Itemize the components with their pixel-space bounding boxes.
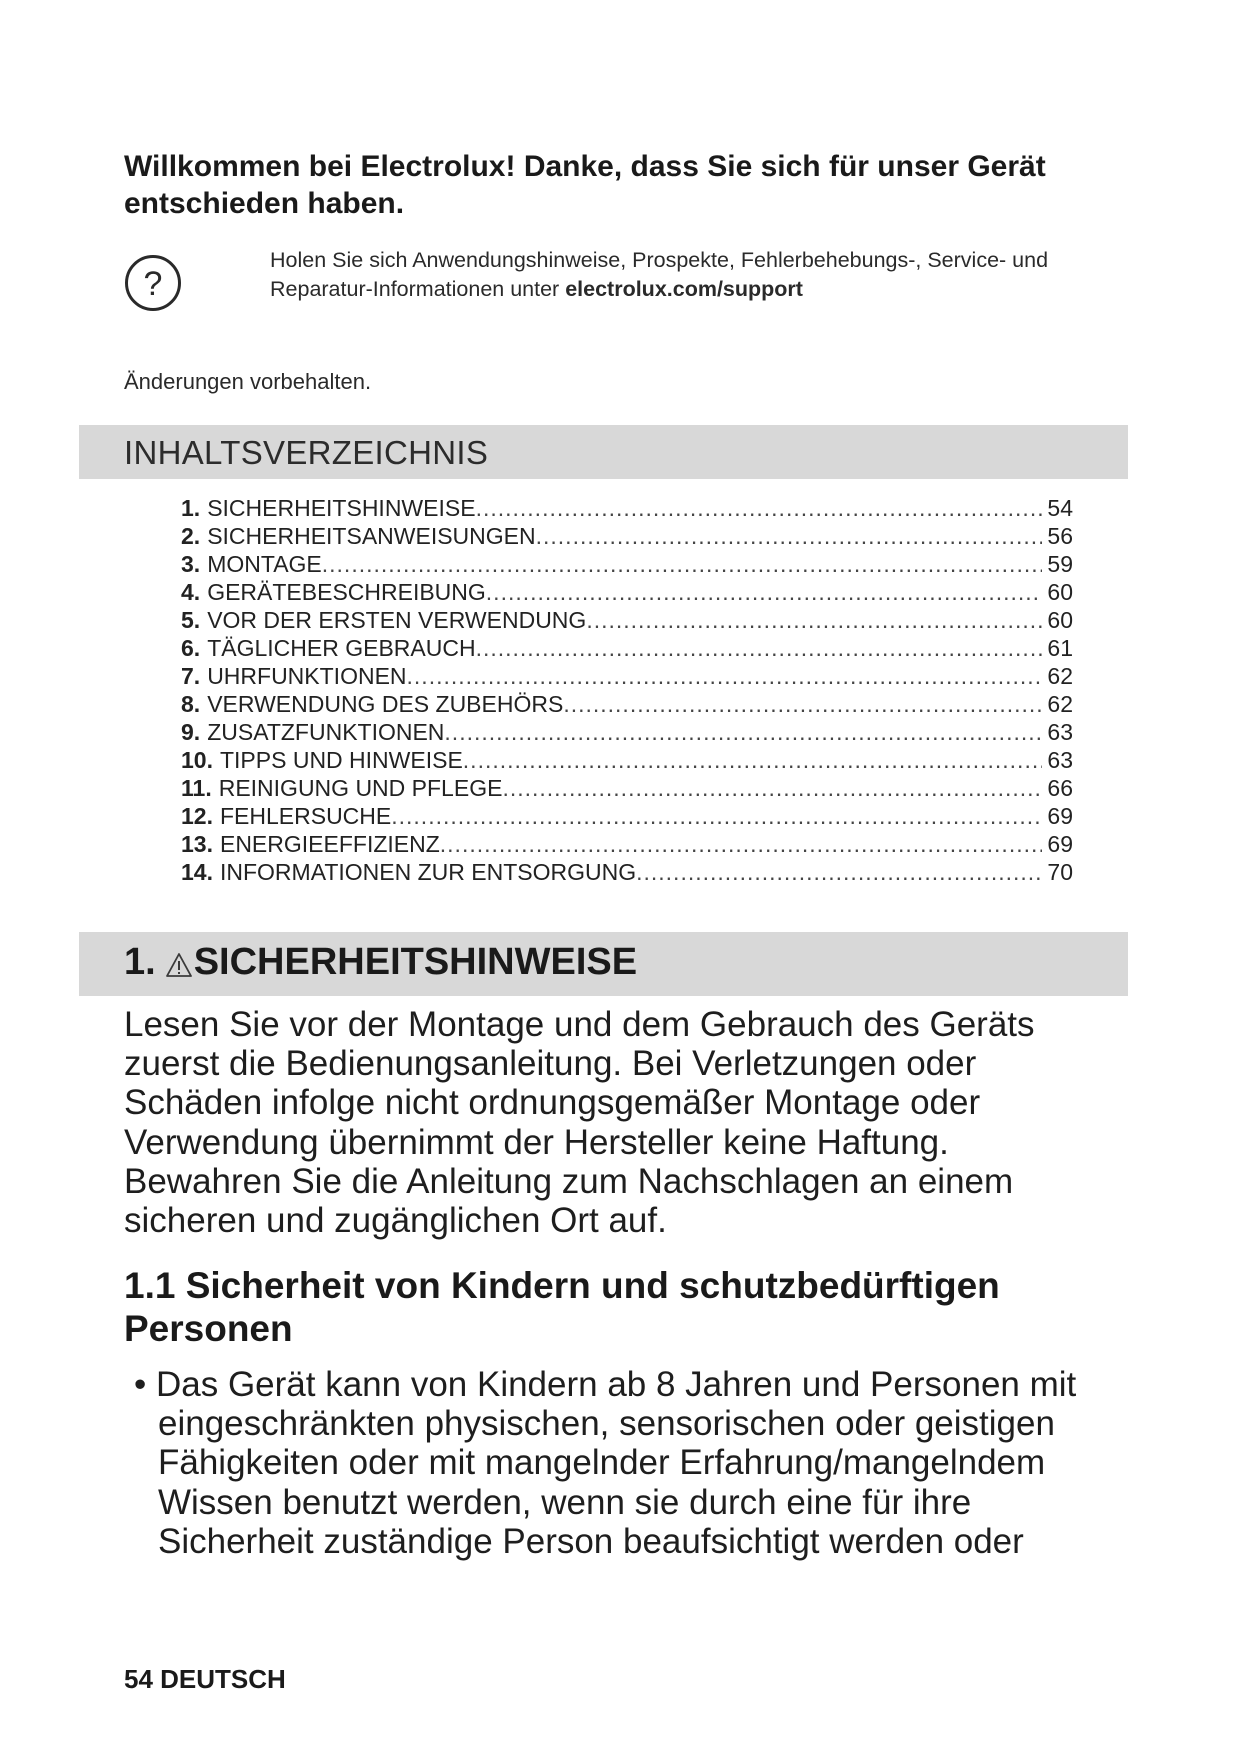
toc-item-label: TIPPS UND HINWEISE [219, 747, 463, 773]
toc-leader-dots [502, 775, 1042, 802]
toc-item-page: 61 [1047, 635, 1073, 661]
toc-item[interactable] [181, 691, 1073, 719]
toc-item[interactable] [181, 719, 1073, 747]
toc-leader-dots [407, 663, 1043, 690]
page-footer: 54 DEUTSCH [124, 1664, 286, 1694]
toc-item-label: TÄGLICHER GEBRAUCH [207, 635, 476, 661]
toc-item[interactable] [181, 803, 1073, 831]
toc-item-number: 11. [181, 775, 212, 801]
toc-item[interactable] [181, 859, 1073, 887]
toc-item[interactable] [181, 775, 1073, 803]
svg-text:?: ? [143, 265, 163, 303]
toc-item-page: 69 [1047, 831, 1073, 857]
toc-leader-dots [440, 831, 1043, 858]
toc-leader-dots [391, 803, 1042, 830]
toc-item[interactable] [181, 579, 1073, 607]
toc-item[interactable] [181, 831, 1073, 859]
warning-triangle-icon [166, 952, 192, 978]
toc-leader-dots [636, 859, 1042, 886]
toc-item-page: 63 [1047, 747, 1073, 773]
toc-item-label: GERÄTEBESCHREIBUNG [207, 579, 486, 605]
toc-item-label: VOR DER ERSTEN VERWENDUNG [207, 607, 587, 633]
section-title-text: SICHERHEITSHINWEISE [193, 941, 638, 983]
toc-item-page: 63 [1047, 719, 1073, 745]
toc-item-page: 54 [1047, 495, 1073, 521]
toc-leader-dots [563, 691, 1042, 718]
toc-item-label: ENERGIEEFFIZIENZ [219, 831, 440, 857]
toc-item-label: SICHERHEITSANWEISUNGEN [207, 523, 536, 549]
toc-item[interactable] [181, 747, 1073, 775]
toc-item-page: 59 [1047, 551, 1073, 577]
toc-item-number: 3. [181, 551, 201, 577]
toc-item-number: 5. [181, 607, 201, 633]
table-of-contents [181, 495, 1073, 887]
toc-leader-dots [536, 523, 1043, 550]
toc-item-label: REINIGUNG UND PFLEGE [218, 775, 503, 801]
toc-item-number: 14. [181, 859, 213, 885]
toc-item-page: 60 [1047, 579, 1073, 605]
toc-item-number: 12. [181, 803, 213, 829]
toc-leader-dots [476, 495, 1043, 522]
toc-title: INHALTSVERZEICHNIS [124, 434, 489, 471]
toc-leader-dots [463, 747, 1043, 774]
changes-note: Änderungen vorbehalten. [124, 369, 372, 394]
toc-item-number: 2. [181, 523, 201, 549]
welcome-heading: Willkommen bei Electrolux! Danke, dass Sie sich für unser Gerät entschieden haben. [124, 150, 1046, 220]
toc-item-label: INFORMATIONEN ZUR ENTSORGUNG [219, 859, 637, 885]
toc-item-number: 6. [181, 635, 201, 661]
toc-item[interactable] [181, 551, 1073, 579]
toc-item-label: VERWENDUNG DES ZUBEHÖRS [207, 691, 564, 717]
toc-header-band [79, 425, 1128, 479]
toc-item-number: 4. [181, 579, 201, 605]
toc-item-label: FEHLERSUCHE [219, 803, 392, 829]
toc-item-page: 56 [1047, 523, 1073, 549]
toc-item-page: 66 [1047, 775, 1073, 801]
toc-item[interactable] [181, 495, 1073, 523]
toc-item-number: 8. [181, 691, 201, 717]
toc-item-page: 62 [1047, 691, 1073, 717]
support-link[interactable]: electrolux.com/support [565, 277, 803, 301]
toc-item-page: 60 [1047, 607, 1073, 633]
support-info [270, 246, 1150, 304]
support-text: Holen Sie sich Anwendungshinweise, Prospekte, Fehlerbehebungs-, Service- und Reparatur-Informationen unter [270, 248, 1049, 301]
toc-item[interactable] [181, 607, 1073, 635]
section-intro: Lesen Sie vor der Montage und dem Gebrauch des Geräts zuerst die Bedienungsanleitung. Bei Verletzungen oder Schäden infolge nicht ordnungsgemäßer Montage oder Verwendung übernimmt der Hersteller keine Haftung. Bewahren Sie die Anleitung zum Nachschlagen an einem sicheren und zugänglichen Ort auf. [124, 1005, 1035, 1241]
bullet-item: • Das Gerät kann von Kindern ab 8 Jahren und Personen mit eingeschränkten physischen, sensorischen oder geistigen Fähigkeiten oder mit mangelnder Erfahrung/mangelndem Wissen benutzt werden, wenn sie durch eine für ihre Sicherheit zuständige Person beaufsichtigt werden oder [134, 1365, 1077, 1561]
toc-leader-dots [476, 635, 1043, 662]
toc-item-number: 10. [181, 747, 213, 773]
section-title [124, 941, 637, 984]
toc-item-label: UHRFUNKTIONEN [207, 663, 407, 689]
toc-item-page: 69 [1047, 803, 1073, 829]
toc-item-number: 13. [181, 831, 213, 857]
toc-item-page: 70 [1047, 859, 1073, 885]
section-header-band [79, 932, 1128, 996]
question-circle-icon [124, 254, 182, 312]
toc-item-number: 7. [181, 663, 201, 689]
subsection-title: 1.1 Sicherheit von Kindern und schutzbedürftigen Personen [124, 1265, 1000, 1349]
toc-item-label: SICHERHEITSHINWEISE [207, 495, 476, 521]
toc-leader-dots [322, 551, 1043, 578]
toc-item[interactable] [181, 523, 1073, 551]
toc-leader-dots [486, 579, 1043, 606]
section-number: 1. [124, 941, 156, 983]
toc-item[interactable] [181, 663, 1073, 691]
toc-item-number: 1. [181, 495, 201, 521]
toc-item-page: 62 [1047, 663, 1073, 689]
toc-item-number: 9. [181, 719, 201, 745]
toc-item-label: ZUSATZFUNKTIONEN [207, 719, 445, 745]
toc-leader-dots [444, 719, 1042, 746]
toc-leader-dots [586, 607, 1042, 634]
toc-item-label: MONTAGE [207, 551, 322, 577]
toc-item[interactable] [181, 635, 1073, 663]
